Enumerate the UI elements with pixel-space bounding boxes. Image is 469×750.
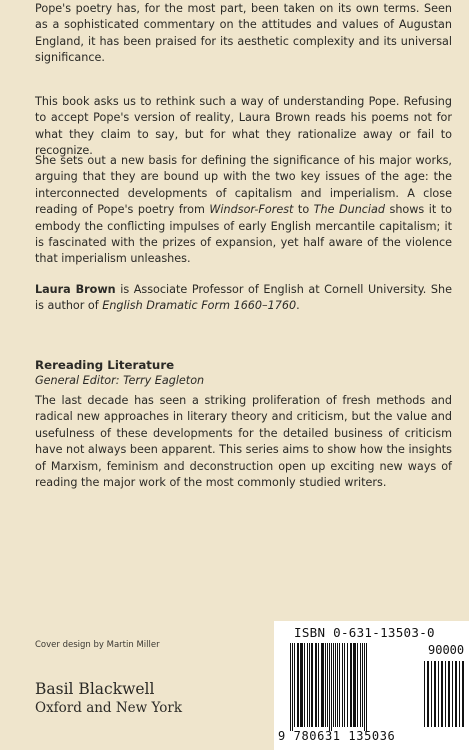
argument-paragraph: This book asks us to rethink such a way of understanding Pope. Refusing to accept Pope's version of reality, Laura Brown reads his poems not for what they claim to say, but for what they rationalize away or fail to recognize. [35,95,452,158]
thesis-paragraph [35,153,452,268]
publisher-name: Basil Blackwell [35,680,155,698]
series-description: The last decade has seen a striking proliferation of fresh methods and radical new approaches in literary theory and criticism, but the value and usefulness of these developments for the detailed business of criticism have not always been apparent. This series aims to show how the insights of Marxism, feminism and deconstruction open up exciting new ways of reading the major work of the most commonly studied writers. [35,394,452,490]
thesis-text-b: to [293,203,314,217]
intro-paragraph: Pope's poetry has, for the most part, been taken on its own terms. Seen as a sophisticated commentary on the attitudes and values of Augustan England, it has been praised for its aesthetic complexity and its universal significance. [35,2,452,65]
publisher-place: Oxford and New York [35,700,183,716]
price-code: 90000 [428,643,465,657]
series-editor: General Editor: Terry Eagleton [35,374,205,388]
author-name: Laura Brown [35,283,116,296]
author-book-title: English Dramatic Form 1660–1760 [102,299,297,313]
author-bio [35,282,452,315]
thesis-text-c: shows it to embody the conflicting impulses of early English mercantile capitalism; it is fascinated with the prizes of expansion, yet half aware of the violence that imperialism unleashes. [35,203,452,266]
barcode-digits: 9 780631 135036 [278,729,396,743]
series-title: Rereading Literature [35,358,175,372]
barcode-label [274,621,469,750]
work-title-dunciad: The Dunciad [313,203,385,217]
isbn-text: ISBN 0-631-13503-0 [294,625,435,640]
author-bio-text: is Associate Professor of English at Cornell University. She is author of [35,283,453,313]
cover-design-credit: Cover design by Martin Miller [35,640,160,650]
thesis-text-a: She sets out a new basis for defining the significance of his major works, arguing that they are bound up with the two key issues of the age: the interconnected developments of capitalism and imperialism. A close reading of Pope's poetry from [35,154,452,217]
series-heading [35,357,452,390]
author-bio-end: . [296,299,300,313]
work-title-windsor-forest: Windsor-Forest [209,203,294,217]
